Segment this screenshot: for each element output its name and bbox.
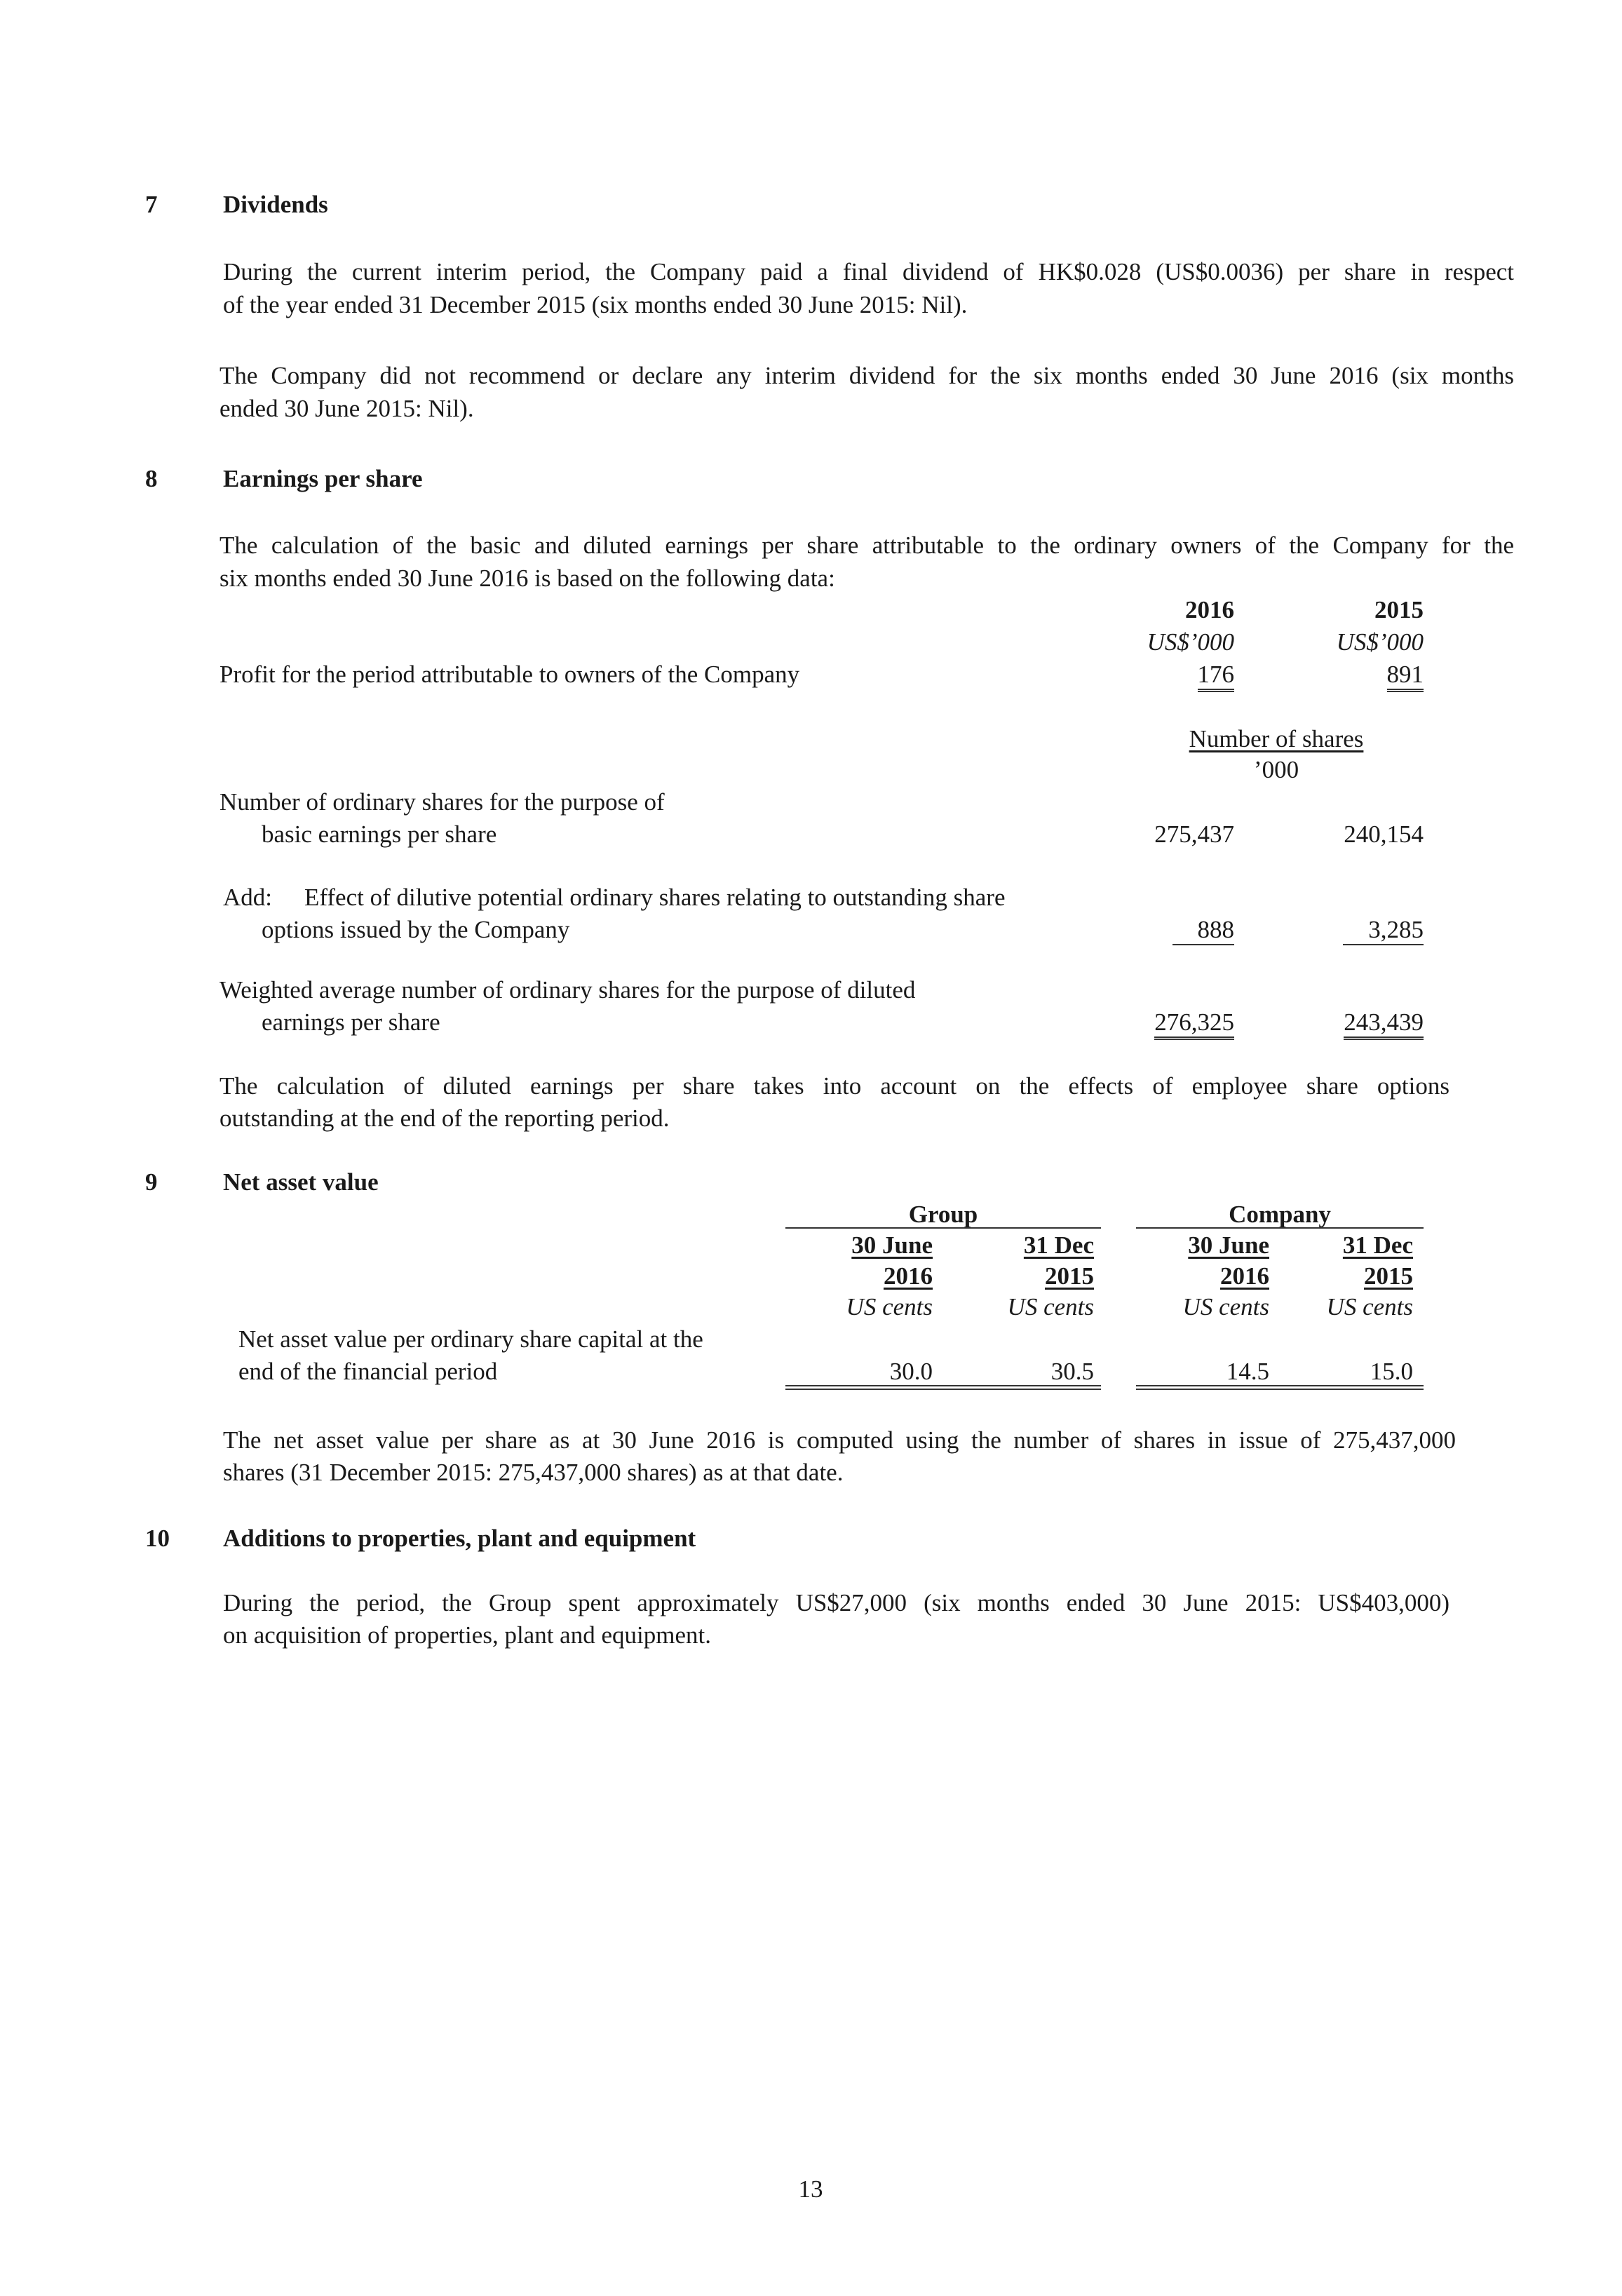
- nav-value-company-2016: 14.5: [1226, 1358, 1269, 1385]
- section-8-intro-line-1: The calculation of the basic and diluted earnings per share attributable to the ordinary owners of the Company for the: [219, 532, 1514, 559]
- weighted-average-2015: [1283, 1006, 1424, 1039]
- weighted-average-label-line-2: earnings per share: [262, 1008, 440, 1036]
- weighted-average-2015-text: 243,439: [1344, 1008, 1424, 1040]
- nav-col-2-unit: US cents: [1007, 1293, 1094, 1321]
- dilutive-2016-text: 888: [1172, 916, 1235, 945]
- eps-column-header-2015: 2015: [1374, 596, 1424, 623]
- dilutive-effect-label-line-2: options issued by the Company: [262, 916, 570, 943]
- section-7-paragraph-1-line-2: of the year ended 31 December 2015 (six months ended 30 June 2015: Nil).: [223, 291, 968, 318]
- nav-col-4-year: 2015: [1364, 1262, 1413, 1290]
- weighted-average-label-line-1: Weighted average number of ordinary shares for the purpose of diluted: [219, 976, 916, 1004]
- section-8-number: 8: [145, 465, 158, 492]
- profit-2015-text: 891: [1387, 661, 1424, 692]
- section-8-intro-line-2: six months ended 30 June 2016 is based on the following data:: [219, 565, 835, 592]
- nav-col-4-unit: US cents: [1326, 1293, 1413, 1321]
- number-of-shares-header: Number of shares: [1189, 725, 1364, 752]
- nav-col-3-year: 2016: [1220, 1262, 1269, 1290]
- page-number: 13: [798, 2175, 823, 2203]
- section-10-paragraph-line-1: During the period, the Group spent approximately US$27,000 (six months ended 30 June 2015: US$403,000): [223, 1589, 1449, 1616]
- group-total-double-rule: [785, 1385, 1101, 1390]
- section-9-note-line-2: shares (31 December 2015: 275,437,000 shares) as at that date.: [223, 1459, 844, 1486]
- add-prefix: Add:: [223, 884, 272, 911]
- company-header: Company: [1229, 1201, 1331, 1228]
- section-7-paragraph-1-line-1: During the current interim period, the Company paid a final dividend of HK$0.028 (US$0.0036) per share in respect: [223, 258, 1514, 285]
- eps-unit-2016: US$’000: [1147, 628, 1234, 656]
- weighted-average-2016-text: 276,325: [1154, 1008, 1234, 1040]
- company-total-double-rule: [1136, 1385, 1424, 1390]
- nav-col-2-year: 2015: [1045, 1262, 1094, 1290]
- section-9-number: 9: [145, 1168, 158, 1196]
- section-7-number: 7: [145, 191, 158, 218]
- basic-shares-2015: 240,154: [1344, 821, 1424, 848]
- nav-value-group-2016: 30.0: [889, 1358, 933, 1385]
- nav-col-1-date: 30 June: [851, 1231, 933, 1259]
- nav-col-2-date: 31 Dec: [1023, 1231, 1094, 1259]
- section-7-paragraph-2-line-1: The Company did not recommend or declare any interim dividend for the six months ended 30 June 2016 (six months: [219, 362, 1514, 389]
- nav-col-1-year: 2016: [884, 1262, 933, 1290]
- nav-value-company-2015: 15.0: [1370, 1358, 1413, 1385]
- nav-col-4-date: 31 Dec: [1342, 1231, 1413, 1259]
- profit-row-label: Profit for the period attributable to owners of the Company: [219, 661, 800, 688]
- section-9-title: Net asset value: [223, 1168, 379, 1196]
- nav-col-1-unit: US cents: [846, 1293, 933, 1321]
- section-7-title: Dividends: [223, 191, 328, 218]
- section-10-paragraph-line-2: on acquisition of properties, plant and equipment.: [223, 1621, 711, 1649]
- nav-col-3-date: 30 June: [1188, 1231, 1269, 1259]
- dilutive-2015-text: 3,285: [1343, 916, 1424, 945]
- section-7-paragraph-2-line-2: ended 30 June 2015: Nil).: [219, 395, 474, 422]
- nav-row-label-line-1: Net asset value per ordinary share capital at the: [238, 1325, 703, 1353]
- section-9-note-line-1: The net asset value per share as at 30 June 2016 is computed using the number of shares in issue of 275,437,000: [223, 1426, 1456, 1454]
- basic-shares-label-line-2: basic earnings per share: [262, 821, 497, 848]
- nav-row-label-line-2: end of the financial period: [238, 1358, 498, 1385]
- number-of-shares-unit: ’000: [1253, 756, 1299, 783]
- nav-col-3-unit: US cents: [1182, 1293, 1269, 1321]
- profit-value-2016: [1094, 658, 1234, 691]
- section-10-title: Additions to properties, plant and equipment: [223, 1525, 696, 1552]
- nav-value-group-2015: 30.5: [1050, 1358, 1094, 1385]
- section-10-number: 10: [145, 1525, 170, 1552]
- section-8-note-line-2: outstanding at the end of the reporting period.: [219, 1105, 670, 1132]
- section-8-note-line-1: The calculation of diluted earnings per share takes into account on the effects of employee share options: [219, 1072, 1449, 1100]
- dilutive-effect-label-line-1: Effect of dilutive potential ordinary shares relating to outstanding share: [304, 884, 1006, 911]
- dilutive-effect-2015: [1283, 913, 1424, 946]
- basic-shares-label-line-1: Number of ordinary shares for the purpose of: [219, 788, 665, 816]
- dilutive-effect-2016: [1094, 913, 1234, 946]
- eps-column-header-2016: 2016: [1185, 596, 1234, 623]
- weighted-average-2016: [1094, 1006, 1234, 1039]
- profit-value-2015: [1283, 658, 1424, 691]
- profit-2016-text: 176: [1198, 661, 1235, 692]
- eps-unit-2015: US$’000: [1336, 628, 1424, 656]
- section-8-title: Earnings per share: [223, 465, 423, 492]
- basic-shares-2016: 275,437: [1154, 821, 1234, 848]
- group-header: Group: [908, 1201, 978, 1228]
